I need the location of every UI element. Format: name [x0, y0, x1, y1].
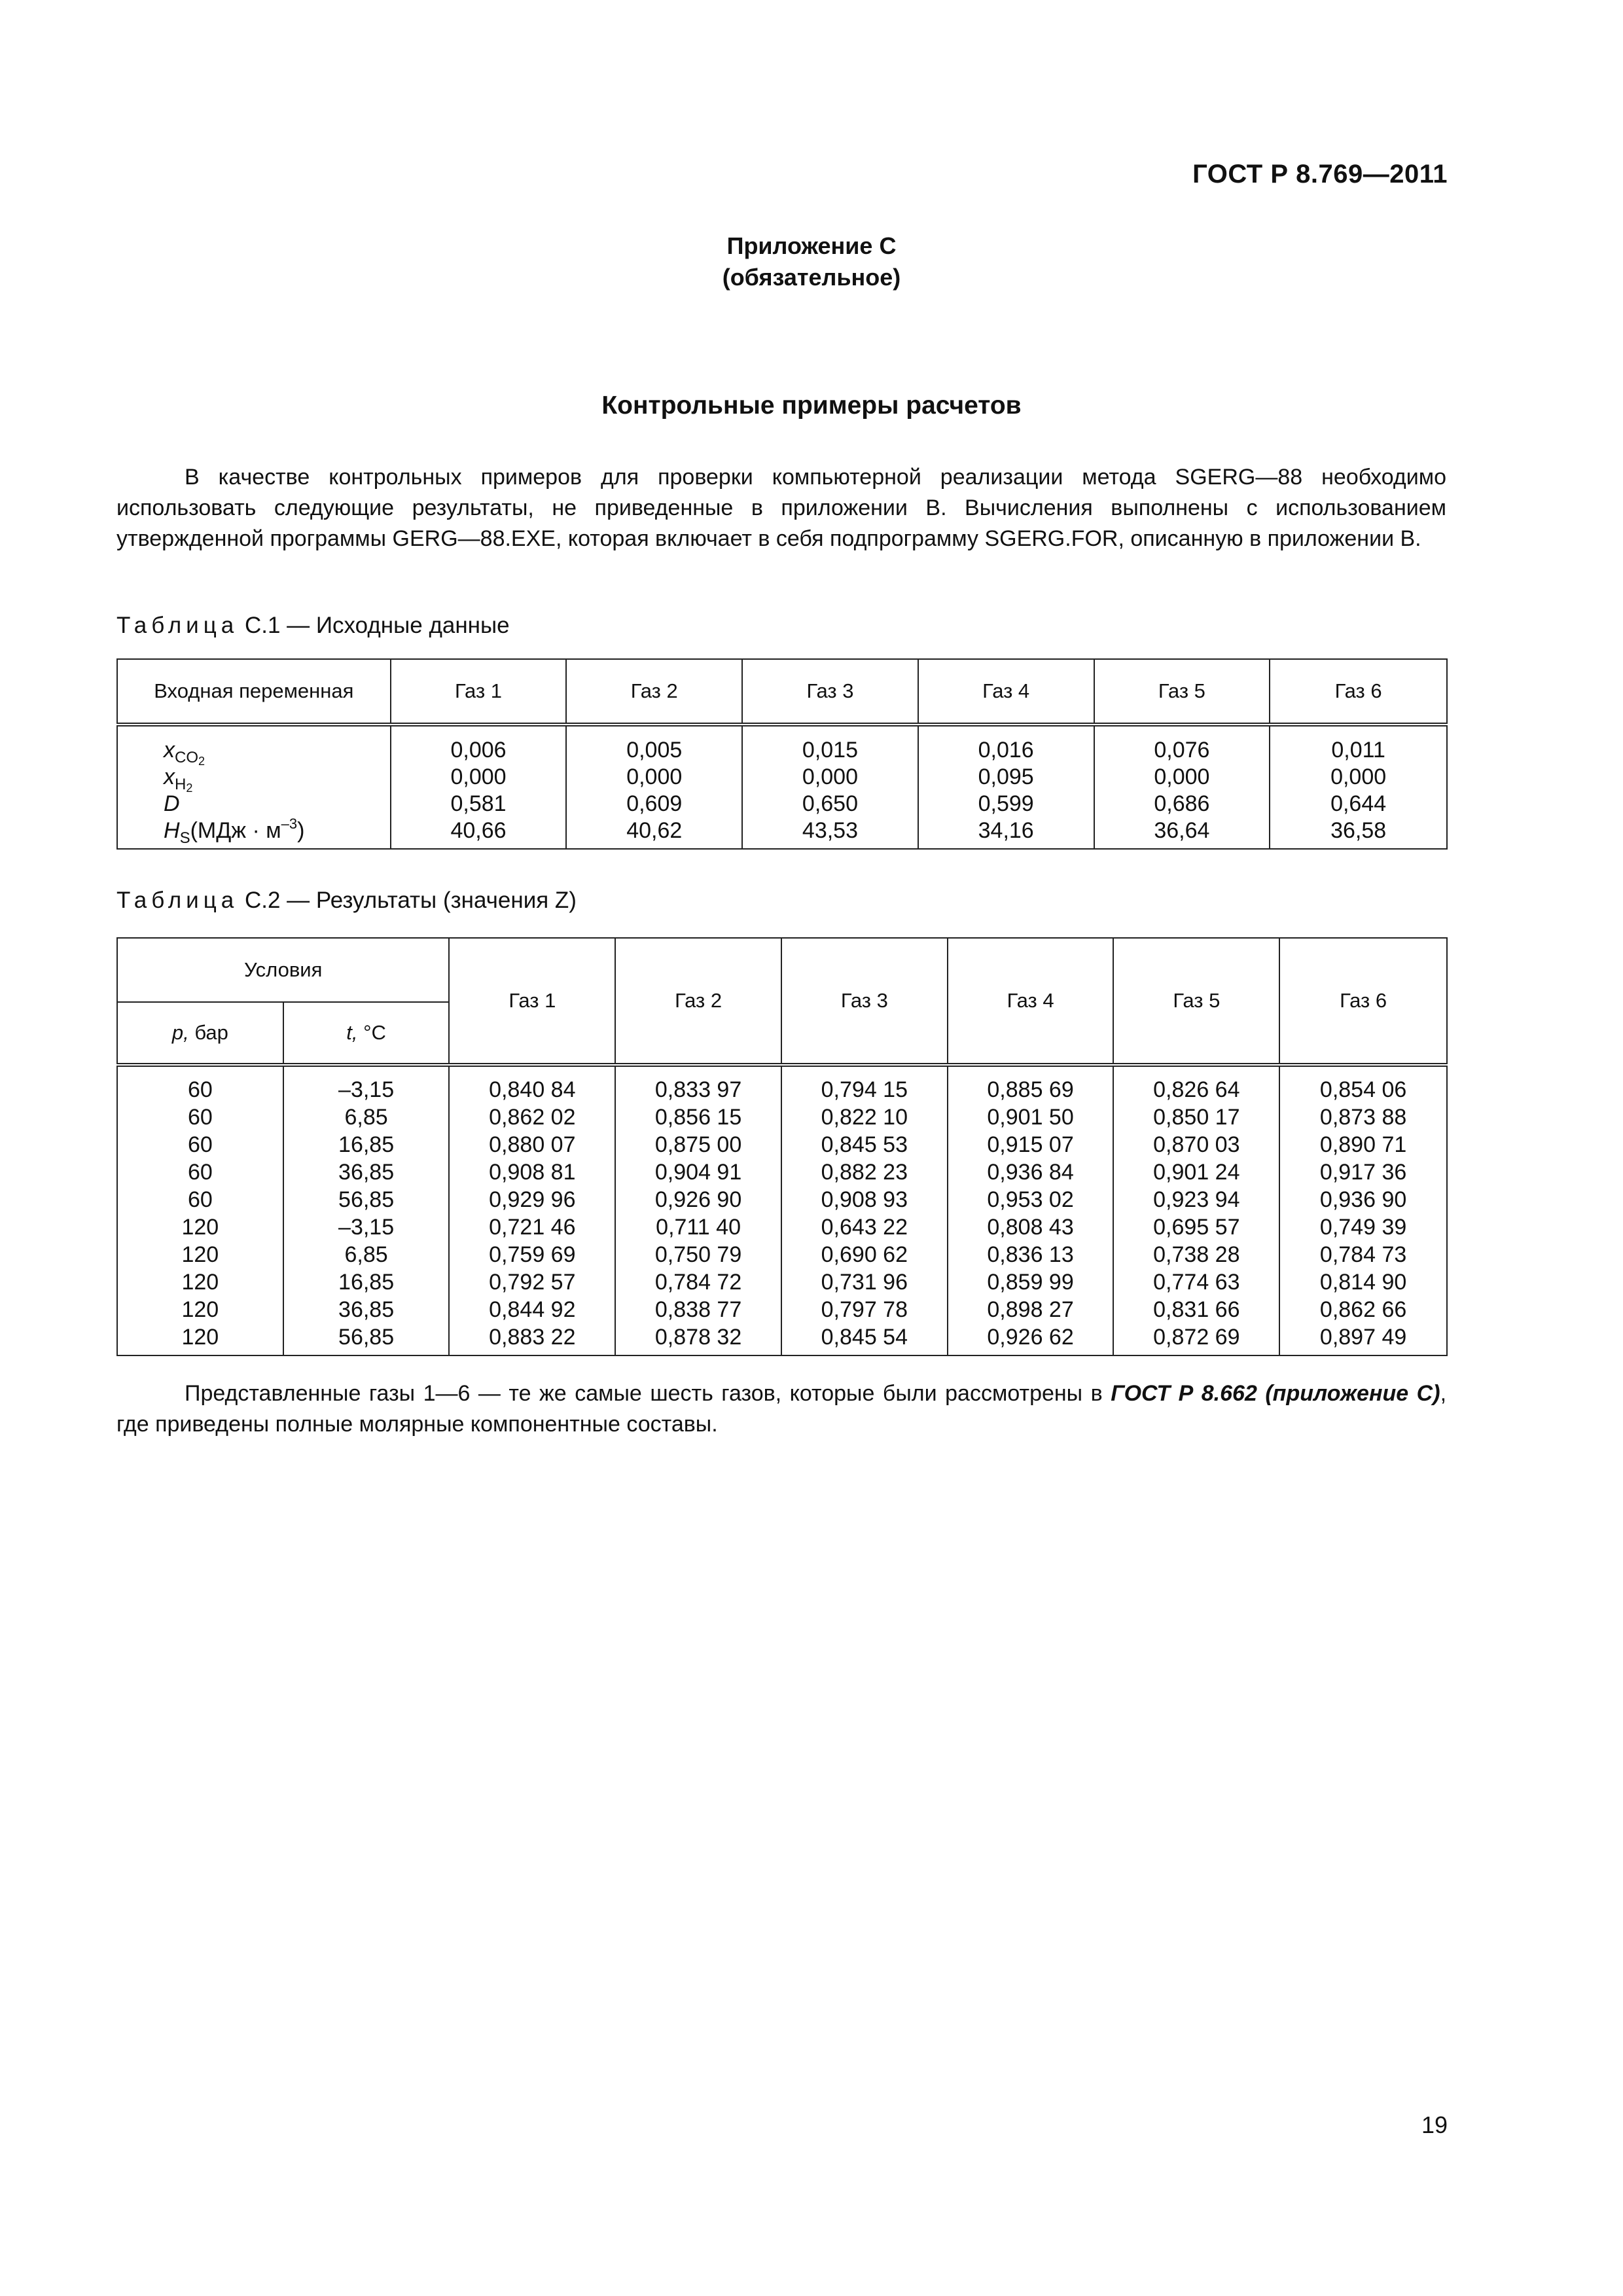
table1-gas6-values: 0,011 0,000 0,644 36,58	[1270, 725, 1447, 849]
var-x-co2: $x_{CO_2}$	[164, 738, 205, 768]
table2-header-gas: Газ 2	[615, 938, 781, 1065]
table1-header-gas: Газ 3	[742, 659, 918, 725]
table2-gas2-values: 0,833 97 0,856 15 0,875 00 0,904 91 0,926 90 0,711 40 0,750 79 0,784 72 0,838 77 0,878 32	[615, 1065, 781, 1355]
table1-header-variable: Входная переменная	[117, 659, 391, 725]
table1-gas2-values: 0,005 0,000 0,609 40,62	[566, 725, 742, 849]
section-title: Контрольные примеры расчетов	[601, 391, 1022, 420]
table1-header-gas: Газ 1	[391, 659, 567, 725]
table2-header-conditions: Условия	[117, 938, 449, 1002]
table2-gas3-values: 0,794 15 0,822 10 0,845 53 0,882 23 0,908 93 0,643 22 0,690 62 0,731 96 0,797 78 0,845 54	[781, 1065, 948, 1355]
table2-gas5-values: 0,826 64 0,850 17 0,870 03 0,901 24 0,923 94 0,695 57 0,738 28 0,774 63 0,831 66 0,872 69	[1113, 1065, 1279, 1355]
annex-title: Приложение С	[726, 232, 897, 259]
document-code: ГОСТ Р 8.769—2011	[1192, 160, 1448, 188]
table1-header-gas: Газ 5	[1094, 659, 1270, 725]
table-input-data	[116, 658, 1448, 850]
table2-header-pressure: p, бар	[117, 1002, 283, 1065]
table2-caption-label: Таблица	[116, 888, 239, 913]
closing-text-before: Представленные газы 1—6 — те же самые шесть газов, которые были рассмотрены в	[185, 1381, 1111, 1406]
table2-header-gas: Газ 3	[781, 938, 948, 1065]
var-x-h2: $x_{H_2}$	[164, 764, 193, 795]
table1-gas4-values: 0,016 0,095 0,599 34,16	[918, 725, 1094, 849]
standard-reference: ГОСТ Р 8.662 (приложение С)	[1111, 1381, 1440, 1406]
table1-gas1-values: 0,006 0,000 0,581 40,66	[391, 725, 567, 849]
table2-temperature-values: –3,15 6,85 16,85 36,85 56,85 –3,15 6,85 16,85 36,85 56,85	[283, 1065, 450, 1355]
var-d: D	[164, 791, 180, 816]
closing-paragraph	[116, 1378, 1446, 1440]
table2-data-row	[117, 1065, 1447, 1355]
table1-gas3-values: 0,015 0,000 0,650 43,53	[742, 725, 918, 849]
table2-header-gas: Газ 4	[948, 938, 1114, 1065]
var-hs: $H_S(МДж \cdot м^{-3})$	[164, 816, 305, 847]
table1-header-gas: Газ 4	[918, 659, 1094, 725]
table2-pressure-values: 60 60 60 60 60 120 120 120 120 120	[117, 1065, 283, 1355]
page-number: 19	[1421, 2111, 1448, 2138]
annex-heading	[0, 230, 1623, 293]
table2-caption-text: С.2 — Результаты (значения Z)	[244, 888, 577, 913]
table2-header-temperature: t, °С	[283, 1002, 450, 1065]
table1-caption	[116, 613, 510, 639]
table-results	[116, 937, 1448, 1356]
intro-text: В качестве контрольных примеров для проверки компьютерной реализации метода SGERG—88 необходимо использовать следующие результаты, не приведенные в приложении В. Вычисления выполнены с использованием утвержденной программы GERG—88.EXE, которая включает в себя подпрограмму SGERG.FOR, описанную в приложении В.	[116, 465, 1446, 551]
table1-gas5-values: 0,076 0,000 0,686 36,64	[1094, 725, 1270, 849]
annex-status: (обязательное)	[722, 264, 901, 291]
intro-paragraph	[116, 462, 1446, 554]
table2-header-gas: Газ 1	[449, 938, 615, 1065]
table2-header-gas: Газ 5	[1113, 938, 1279, 1065]
table2-gas1-values: 0,840 84 0,862 02 0,880 07 0,908 81 0,929 96 0,721 46 0,759 69 0,792 57 0,844 92 0,883 22	[449, 1065, 615, 1355]
table2-header-row	[117, 938, 1447, 1002]
table1-caption-text: С.1 — Исходные данные	[244, 613, 510, 638]
table2-header-gas: Газ 6	[1279, 938, 1447, 1065]
table1-header-gas: Газ 2	[566, 659, 742, 725]
table2-gas4-values: 0,885 69 0,901 50 0,915 07 0,936 84 0,953 02 0,808 43 0,836 13 0,859 99 0,898 27 0,926 62	[948, 1065, 1114, 1355]
table1-caption-label: Таблица	[116, 613, 239, 638]
table2-caption	[116, 888, 577, 914]
table1-header-gas: Газ 6	[1270, 659, 1447, 725]
table1-header-row	[117, 659, 1447, 725]
table1-variables-cell	[117, 725, 391, 849]
closing-text-after: , где приведены полные молярные компонентные составы.	[116, 1381, 1447, 1437]
table1-data-row	[117, 725, 1447, 849]
table2-gas6-values: 0,854 06 0,873 88 0,890 71 0,917 36 0,936 90 0,749 39 0,784 73 0,814 90 0,862 66 0,897 49	[1279, 1065, 1447, 1355]
